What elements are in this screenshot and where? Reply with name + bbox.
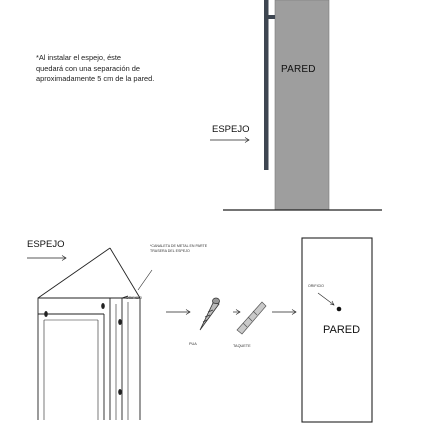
espejo-top-arrow	[210, 138, 249, 143]
anchor-label: TAQUETE	[233, 344, 251, 348]
keyhole-2	[101, 303, 105, 309]
mirror-perspective	[38, 248, 140, 420]
wall-hole	[337, 307, 342, 312]
keyhole-1	[44, 311, 48, 317]
hole-label-right: ORIFICIO	[308, 284, 324, 288]
wall-label-top: PARED	[281, 64, 316, 75]
mirror-label-top: ESPEJO	[212, 124, 250, 135]
side-view	[210, 0, 382, 210]
mirror-side	[264, 0, 269, 170]
canaleta-pointer	[138, 270, 152, 290]
screw-icon	[200, 298, 220, 330]
channel-note: *CANALETA DE METAL EN PARTE TRASERA DEL ESPEJO	[150, 244, 208, 253]
mirror-bracket	[269, 15, 276, 19]
flow-arrows	[166, 310, 296, 315]
wall-side	[275, 0, 329, 210]
wall-label-right: PARED	[323, 324, 361, 336]
screw-label: PUA	[189, 342, 197, 346]
hole-label-left: ORIFICIO	[126, 296, 142, 300]
mirror-label-left: ESPEJO	[27, 239, 65, 250]
installation-note: *Al instalar el espejo, éste quedará con una separación de aproximadamente 5 cm de la pared.	[36, 53, 155, 84]
orificio-pointer	[318, 293, 334, 305]
wall-anchor-icon	[233, 302, 266, 334]
keyhole-4	[118, 389, 122, 395]
keyhole-3	[118, 319, 122, 325]
espejo-left-arrow	[27, 256, 66, 261]
